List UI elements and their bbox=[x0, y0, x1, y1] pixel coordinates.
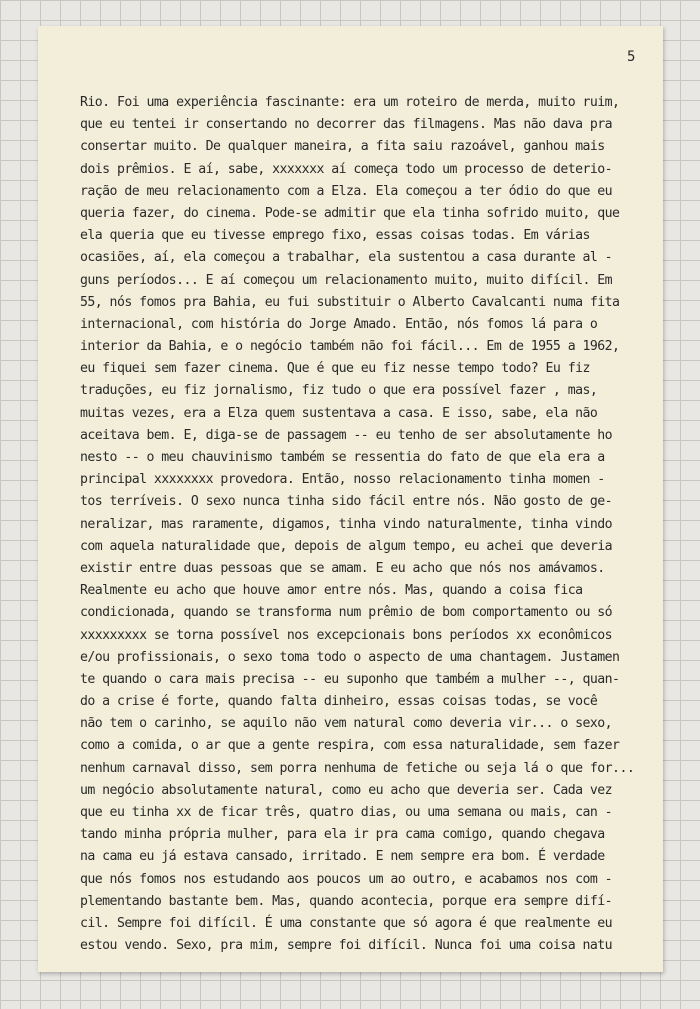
text-line: xxxxxxxxx se torna possível nos excepcionais bons períodos xx econômicos bbox=[80, 627, 613, 643]
text-line: plementando bastante bem. Mas, quando acontecia, porque era sempre difí- bbox=[80, 893, 613, 909]
text-line: do a crise é forte, quando falta dinheiro, essas coisas todas, se você bbox=[80, 694, 598, 710]
text-line: queria fazer, do cinema. Pode-se admitir que ela tinha sofrido muito, que bbox=[80, 205, 620, 221]
text-line: dois prêmios. E aí, sabe, xxxxxxx aí começa todo um processo de deterio- bbox=[80, 161, 613, 177]
text-line: na cama eu já estava cansado, irritado. E nem sempre era bom. É verdade bbox=[80, 849, 605, 865]
text-line: com aquela naturalidade que, depois de algum tempo, eu achei que deveria bbox=[80, 538, 613, 554]
text-line: traduções, eu fiz jornalismo, fiz tudo o que era possível fazer , mas, bbox=[80, 383, 598, 399]
text-line: interior da Bahia, e o negócio também não foi fácil... Em de 1955 a 1962, bbox=[80, 339, 620, 355]
text-line: e/ou profissionais, o sexo toma todo o aspecto de uma chantagem. Justamen bbox=[80, 649, 620, 665]
text-line: te quando o cara mais precisa -- eu suponho que também a mulher --, quan- bbox=[80, 671, 620, 687]
text-line: eu fiquei sem fazer cinema. Que é que eu fiz nesse tempo todo? Eu fiz bbox=[80, 361, 590, 377]
text-line: ocasiões, aí, ela começou a trabalhar, ela sustentou a casa durante al - bbox=[80, 250, 613, 266]
text-line: tos terríveis. O sexo nunca tinha sido fácil entre nós. Não gosto de ge- bbox=[80, 494, 613, 510]
text-line: internacional, com história do Jorge Amado. Então, nós fomos lá para o bbox=[80, 316, 598, 332]
text-line: Realmente eu acho que houve amor entre nós. Mas, quando a coisa fica bbox=[80, 583, 583, 599]
text-line: Rio. Foi uma experiência fascinante: era um roteiro de merda, muito ruim, bbox=[80, 95, 620, 110]
text-line: tando minha própria mulher, para ela ir pra cama comigo, quando chegava bbox=[80, 827, 605, 843]
text-line: 55, nós fomos pra Bahia, eu fui substituir o Alberto Cavalcanti numa fita bbox=[80, 294, 620, 310]
text-line: cil. Sempre foi difícil. É uma constante que só agora é que realmente eu bbox=[80, 915, 613, 931]
text-line: como a comida, o ar que a gente respira, com essa naturalidade, sem fazer bbox=[80, 738, 620, 754]
text-line: condicionada, quando se transforma num prêmio de bom comportamento ou só bbox=[80, 605, 613, 621]
page-number: 5 bbox=[627, 49, 636, 65]
body-text bbox=[80, 92, 660, 957]
text-line: que eu tinha xx de ficar três, quatro dias, ou uma semana ou mais, can - bbox=[80, 805, 613, 820]
text-line: que eu tentei ir consertando no decorrer das filmagens. Mas não dava pra bbox=[80, 117, 613, 133]
text-line: existir entre duas pessoas que se amam. E eu acho que nós nos amávamos. bbox=[80, 560, 605, 576]
text-line: ração de meu relacionamento com a Elza. Ela começou a ter ódio do que eu bbox=[80, 183, 613, 199]
text-line: um negócio absolutamente natural, como eu acho que deveria ser. Cada vez bbox=[80, 782, 613, 798]
text-line: neralizar, mas raramente, digamos, tinha vindo naturalmente, tinha vindo bbox=[80, 516, 613, 532]
text-line: nenhum carnaval disso, sem porra nenhuma de fetiche ou seja lá o que for... bbox=[80, 760, 635, 776]
text-line: que nós fomos nos estudando aos poucos um ao outro, e acabamos nos com - bbox=[80, 871, 613, 887]
text-line: não tem o carinho, se aquilo não vem natural como deveria vir... o sexo, bbox=[80, 716, 613, 732]
text-line: nesto -- o meu chauvinismo também se ressentia do fato de que ela era a bbox=[80, 450, 605, 465]
text-line: muitas vezes, era a Elza quem sustentava a casa. E isso, sabe, ela não bbox=[80, 405, 598, 421]
text-line: consertar muito. De qualquer maneira, a fita saiu razoável, ganhou mais bbox=[80, 139, 605, 155]
typewritten-page bbox=[38, 26, 663, 972]
text-line: principal xxxxxxxx provedora. Então, nosso relacionamento tinha momen - bbox=[80, 472, 605, 488]
text-line: guns períodos... E aí começou um relacionamento muito, muito difícil. Em bbox=[80, 272, 613, 288]
text-line: estou vendo. Sexo, pra mim, sempre foi difícil. Nunca foi uma coisa natu bbox=[80, 938, 613, 954]
text-line: ela queria que eu tivesse emprego fixo, essas coisas todas. Em várias bbox=[80, 228, 590, 244]
text-line: aceitava bem. E, diga-se de passagem -- eu tenho de ser absolutamente ho bbox=[80, 427, 613, 443]
